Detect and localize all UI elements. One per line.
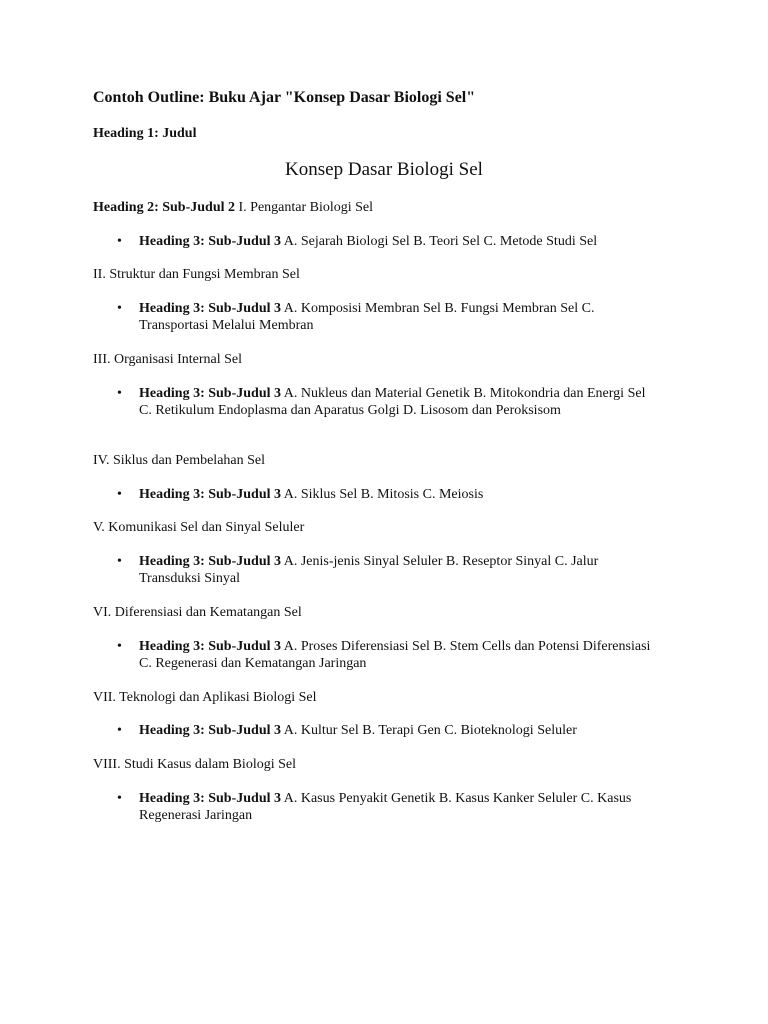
document-title: Contoh Outline: Buku Ajar "Konsep Dasar Biologi Sel" [93,89,476,106]
section-title: II. Struktur dan Fungsi Membran Sel [93,267,300,282]
heading3-label: Heading 3: Sub-Judul 3 [139,639,281,654]
bullet-icon: • [117,791,122,806]
bullet-icon: • [117,723,122,738]
bullet-icon: • [117,639,122,654]
bullet-text [139,385,659,419]
section-bullet: A. Proses Diferensiasi Sel B. Stem Cells dan Potensi Diferensiasi C. Regenerasi dan Kematangan Jaringan [139,639,651,671]
heading3-label: Heading 3: Sub-Judul 3 [139,791,281,806]
section-bullet: A. Siklus Sel B. Mitosis C. Meiosis [283,487,484,502]
section-bullet: A. Sejarah Biologi Sel B. Teori Sel C. Metode Studi Sel [283,234,598,249]
bullet-text [139,233,659,250]
section-bullet: A. Kasus Penyakit Genetik B. Kasus Kanker Seluler C. Kasus Regenerasi Jaringan [139,791,632,823]
heading3-label: Heading 3: Sub-Judul 3 [139,234,281,249]
heading2-label: Heading 2: Sub-Judul 2 [93,200,235,215]
heading3-label: Heading 3: Sub-Judul 3 [139,723,281,738]
bullet-text [139,300,659,334]
section-bullet: A. Komposisi Membran Sel B. Fungsi Membran Sel C. Transportasi Melalui Membran [139,301,595,333]
bullet-text [139,553,659,587]
bullet-icon: • [117,301,122,316]
section-title: VI. Diferensiasi dan Kematangan Sel [93,605,302,620]
section-title: I. Pengantar Biologi Sel [238,200,374,215]
bullet-text [139,790,659,824]
bullet-icon: • [117,487,122,502]
section-title: III. Organisasi Internal Sel [93,352,243,367]
heading3-label: Heading 3: Sub-Judul 3 [139,386,281,401]
bullet-icon: • [117,234,122,249]
bullet-text [139,722,659,739]
section-title: VIII. Studi Kasus dalam Biologi Sel [93,757,296,772]
heading3-label: Heading 3: Sub-Judul 3 [139,487,281,502]
heading1-label: Heading 1: Judul [93,126,197,141]
bullet-icon: • [117,554,122,569]
section-title: VII. Teknologi dan Aplikasi Biologi Sel [93,690,317,705]
section-bullet: A. Jenis-jenis Sinyal Seluler B. Reseptor Sinyal C. Jalur Transduksi Sinyal [139,554,599,586]
section-title: IV. Siklus dan Pembelahan Sel [93,453,266,468]
section-bullet: A. Kultur Sel B. Terapi Gen C. Bioteknologi Seluler [283,723,577,738]
bullet-text [139,638,659,672]
bullet-icon: • [117,386,122,401]
main-heading: Konsep Dasar Biologi Sel [285,159,483,180]
bullet-text [139,486,659,503]
section-title-row [93,199,373,216]
heading3-label: Heading 3: Sub-Judul 3 [139,301,281,316]
section-bullet: A. Nukleus dan Material Genetik B. Mitokondria dan Energi Sel C. Retikulum Endoplasma dan Aparatus Golgi D. Lisosom dan Peroksisom [139,386,646,418]
heading3-label: Heading 3: Sub-Judul 3 [139,554,281,569]
section-title: V. Komunikasi Sel dan Sinyal Seluler [93,520,305,535]
